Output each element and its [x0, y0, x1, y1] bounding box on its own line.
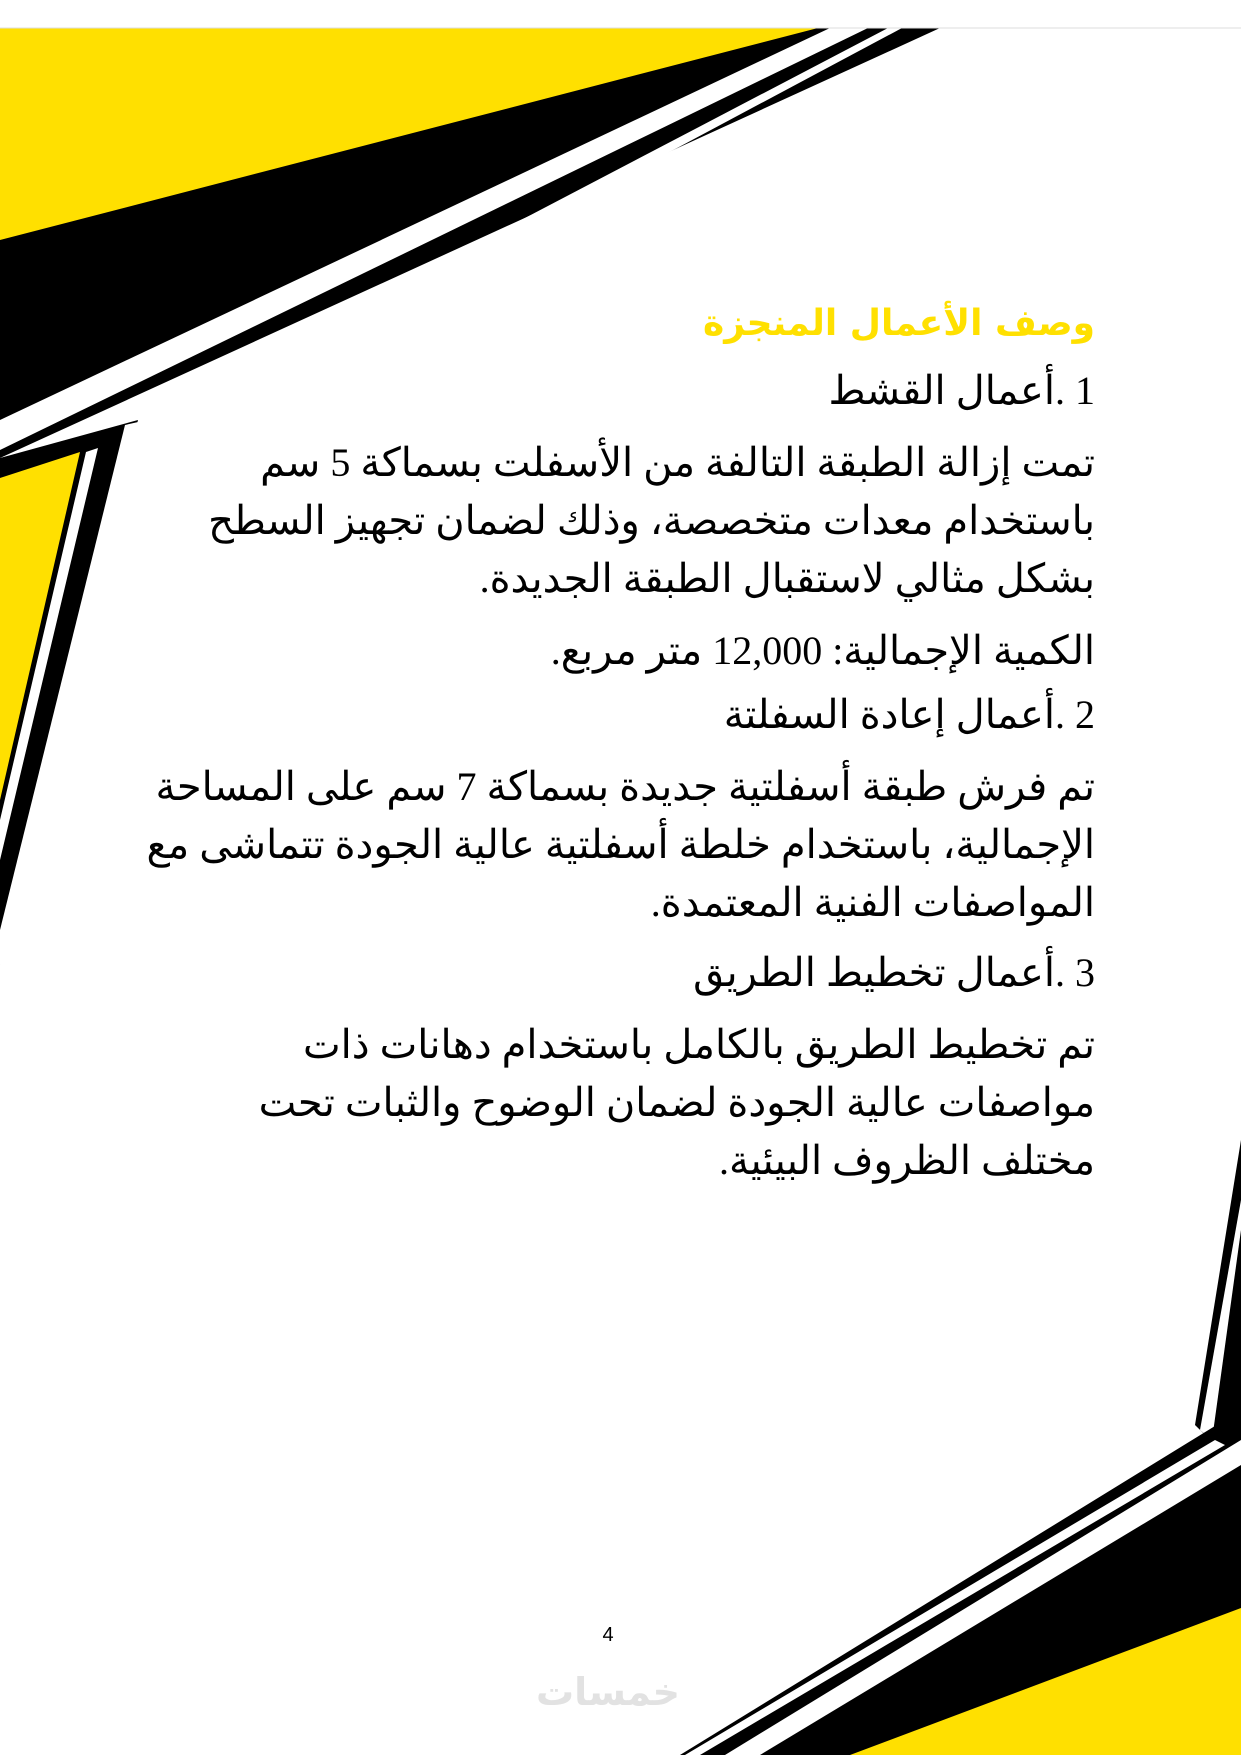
watermark-logo: خمسات: [536, 1670, 680, 1714]
section-2-paragraph-1: تم فرش طبقة أسفلتية جديدة بسماكة 7 سم على المساحة الإجمالية، باستخدام خلطة أسفلتية عالية الجودة تتماشى مع المواصفات الفنية المعتمدة.: [146, 764, 1095, 925]
section-1-paragraph-2: الكمية الإجمالية: 12,000 متر مربع.: [550, 628, 1095, 673]
section-1-heading: 1 .أعمال القشط: [828, 368, 1095, 413]
page-number: 4: [602, 1624, 614, 1646]
section-1-paragraph-1: تمت إزالة الطبقة التالفة من الأسفلت بسماكة 5 سم باستخدام معدات متخصصة، وذلك لضمان تجهيز السطح بشكل مثالي لاستقبال الطبقة الجديدة.: [208, 440, 1095, 601]
section-3-heading: 3 .أعمال تخطيط الطريق: [693, 950, 1095, 995]
document-body: [140, 290, 1095, 1204]
section-2-heading: 2 .أعمال إعادة السفلتة: [723, 692, 1095, 737]
document-title: وصف الأعمال المنجزة: [702, 303, 1095, 344]
section-3-paragraph-1: تم تخطيط الطريق بالكامل باستخدام دهانات ذات مواصفات عالية الجودة لضمان الوضوح والثبات تحت مختلف الظروف البيئية.: [258, 1022, 1095, 1183]
